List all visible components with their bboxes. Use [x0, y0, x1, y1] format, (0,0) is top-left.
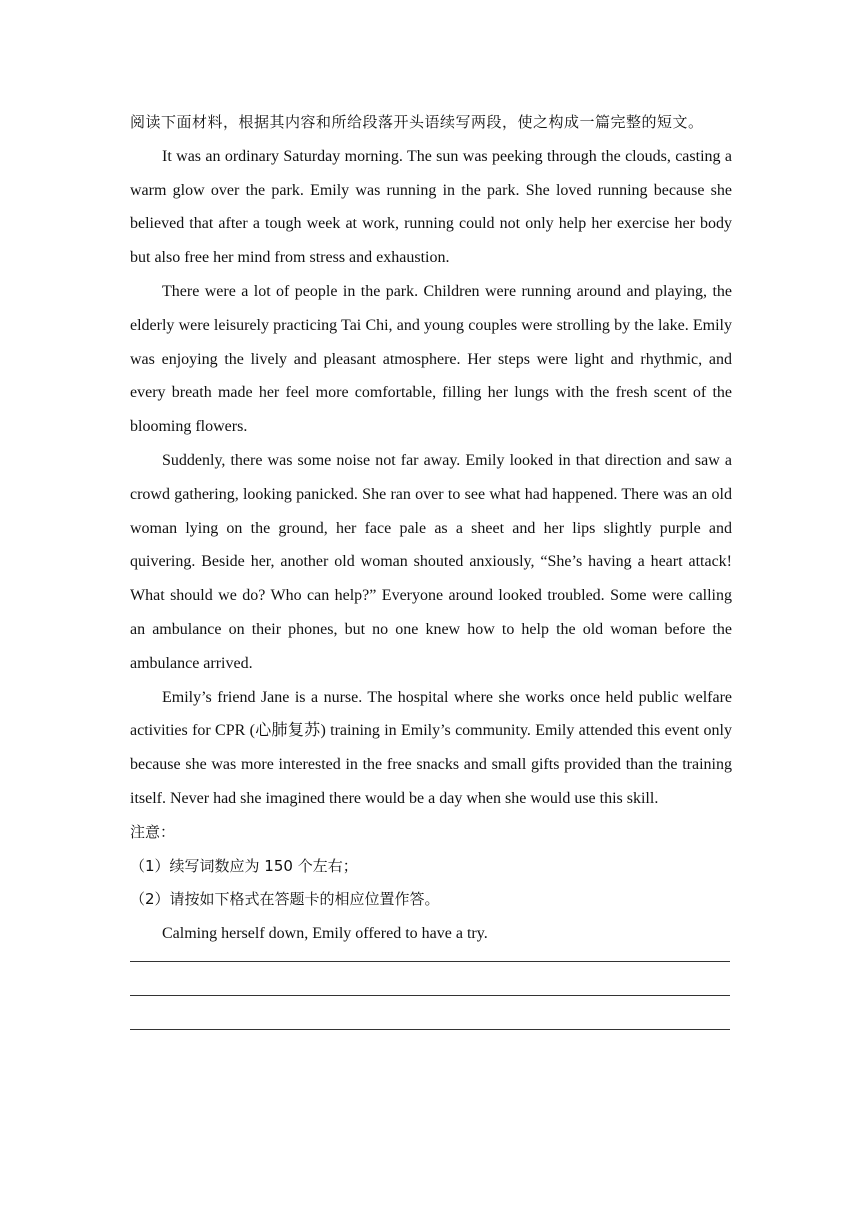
story-paragraph-3: Suddenly, there was some noise not far away. Emily looked in that direction and saw a crowd gathering, looking panicked. She ran over to see what had happened. There was an old woman lying on the ground, her face pale as a sheet and her lips slightly purple and quivering. Beside her, another old woman shouted anxiously, “She’s having a heart attack! What should we do? Who can help?” Everyone around looked troubled. Some were calling an ambulance on their phones, but no one knew how to help the old woman before the ambulance arrived. [130, 451, 732, 672]
note-item-1: （1）续写词数应为 150 个左右； [130, 856, 358, 875]
task-instruction: 阅读下面材料，根据其内容和所给段落开头语续写两段，使之构成一篇完整的短文。 [130, 113, 704, 131]
story-paragraph-4: Emily’s friend Jane is a nurse. The hospital where she works once held public welfare activities for CPR (心肺复苏) training in Emily’s community. Emily attended this event only because she was more interested in the free snacks and small gifts provided than the training itself. Never had she imagined there would be a day when she would use this skill. [130, 688, 732, 807]
story-paragraph-1: It was an ordinary Saturday morning. The sun was peeking through the clouds, casting a warm glow over the park. Emily was running in the park. She loved running because she believed that after a tough week at work, running could not only help her exercise her body but also free her mind from stress and exhaustion. [130, 147, 732, 267]
document-page [130, 106, 732, 1063]
notes-heading: 注意： [130, 822, 176, 841]
answer-line [130, 995, 730, 996]
note-item-2: （2）请按如下格式在答题卡的相应位置作答。 [130, 890, 440, 909]
answer-line [130, 1029, 730, 1030]
answer-line [130, 961, 730, 962]
answer-lines [130, 961, 732, 1030]
story-paragraph-2: There were a lot of people in the park. Children were running around and playing, the elderly were leisurely practicing Tai Chi, and young couples were strolling by the lake. Emily was enjoying the lively and pleasant atmosphere. Her steps were light and rhythmic, and every breath made her feel more comfortable, filling her lungs with the fresh scent of the blooming flowers. [130, 282, 732, 436]
notes-section [130, 816, 732, 917]
continuation-prompt: Calming herself down, Emily offered to have a try. [162, 925, 488, 943]
